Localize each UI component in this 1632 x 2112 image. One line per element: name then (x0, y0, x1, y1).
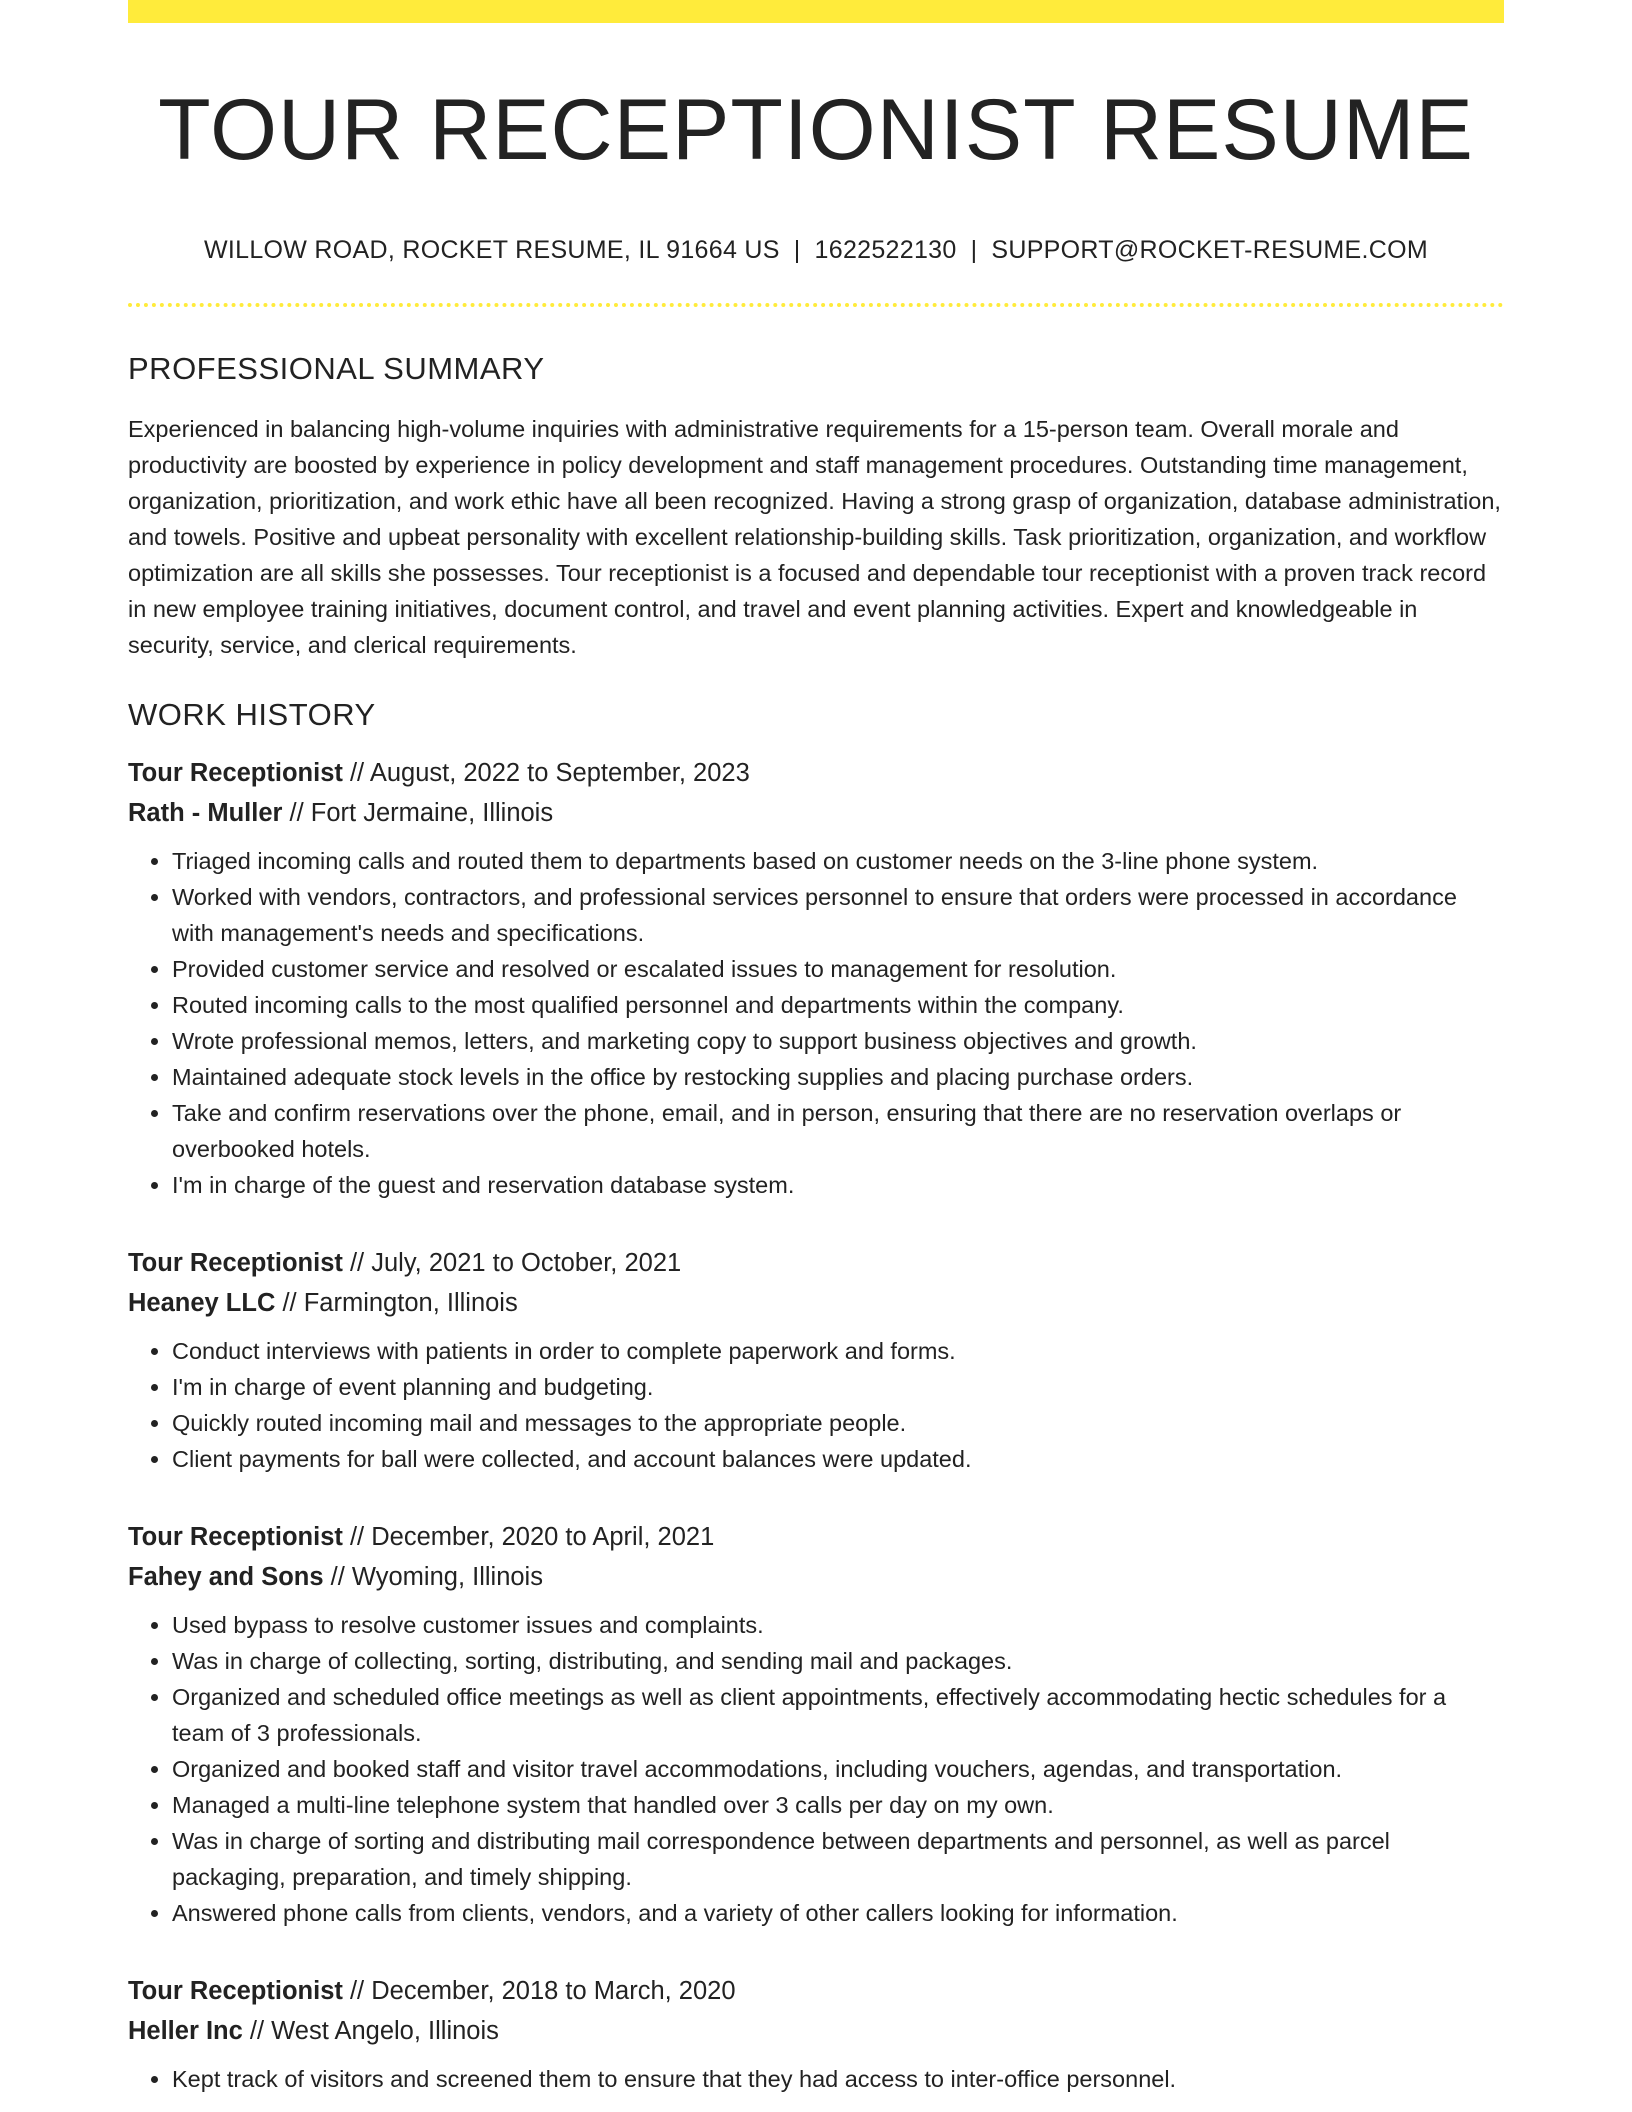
contact-separator: | (793, 235, 801, 264)
resume-page (128, 0, 1504, 2097)
job-company: Heller Inc (128, 2016, 243, 2045)
job-bullet-list (128, 2061, 1504, 2097)
job-entry (128, 1971, 1504, 2097)
job-bullet: • Organized and scheduled office meetings as well as client appointments, effectively accommodating hectic schedules for a team of 3 professionals. (172, 1679, 1504, 1751)
job-company-line (128, 2011, 1504, 2051)
job-bullet-list (128, 1607, 1504, 1931)
phone-text: 1622522130 (814, 235, 957, 264)
job-entry (128, 753, 1504, 1203)
job-entry (128, 1243, 1504, 1477)
job-dates: // August, 2022 to September, 2023 (349, 758, 750, 787)
address-text: WILLOW ROAD, ROCKET RESUME, IL 91664 US (203, 235, 780, 264)
job-bullet: • Kept track of visitors and screened them to ensure that they had access to inter-office personnel. (172, 2061, 1504, 2097)
resume-title: TOUR RECEPTIONIST RESUME (158, 82, 1474, 178)
job-bullet: • Organized and booked staff and visitor travel accommodations, including vouchers, agendas, and transportation. (172, 1751, 1504, 1787)
job-role: Tour Receptionist (128, 1976, 343, 2005)
job-bullet: • I'm in charge of event planning and budgeting. (172, 1369, 1504, 1405)
job-dates: // December, 2018 to March, 2020 (349, 1976, 736, 2005)
job-company-line (128, 1557, 1504, 1597)
job-company: Rath - Muller (128, 798, 283, 827)
job-dates: // December, 2020 to April, 2021 (349, 1522, 715, 1551)
job-location: // Farmington, Illinois (282, 1288, 518, 1317)
job-location: // Fort Jermaine, Illinois (289, 798, 554, 827)
job-role-line (128, 753, 1504, 793)
email-text: SUPPORT@ROCKET-RESUME.COM (991, 235, 1429, 264)
job-bullet: • Routed incoming calls to the most qualified personnel and departments within the company. (172, 987, 1504, 1023)
job-location: // West Angelo, Illinois (249, 2016, 499, 2045)
summary-paragraph: Experienced in balancing high-volume inquiries with administrative requirements for a 15-person team. Overall morale and productivity are boosted by experience in policy development and staff management procedures. Outstanding time management, organization, prioritization, and work ethic have all been recognized. Having a strong grasp of organization, database administration, and towels. Positive and upbeat personality with excellent relationship-building skills. Task prioritization, organization, and workflow optimization are all skills she possesses. Tour receptionist is a focused and dependable tour receptionist with a proven track record in new employee training initiatives, document control, and travel and event planning activities. Expert and knowledgeable in security, service, and clerical requirements. (128, 415, 1501, 658)
job-bullet: • Wrote professional memos, letters, and marketing copy to support business objectives and growth. (172, 1023, 1504, 1059)
job-company: Fahey and Sons (128, 1562, 324, 1591)
job-bullet: • I'm in charge of the guest and reservation database system. (172, 1167, 1504, 1203)
work-history-heading: WORK HISTORY (128, 696, 376, 732)
job-role-line (128, 1517, 1504, 1557)
job-bullet: • Was in charge of collecting, sorting, distributing, and sending mail and packages. (172, 1643, 1504, 1679)
top-accent-bar (128, 0, 1504, 23)
job-role: Tour Receptionist (128, 1248, 343, 1277)
job-bullet: • Managed a multi-line telephone system that handled over 3 calls per day on my own. (172, 1787, 1504, 1823)
job-role: Tour Receptionist (128, 1522, 343, 1551)
job-bullet: • Used bypass to resolve customer issues and complaints. (172, 1607, 1504, 1643)
job-role-line (128, 1971, 1504, 2011)
job-bullet: • Worked with vendors, contractors, and professional services personnel to ensure that orders were processed in accordance with management's needs and specifications. (172, 879, 1504, 951)
job-company: Heaney LLC (128, 1288, 276, 1317)
job-bullet-list (128, 1333, 1504, 1477)
job-bullet: • Take and confirm reservations over the phone, email, and in person, ensuring that there are no reservation overlaps or overbooked hotels. (172, 1095, 1504, 1167)
job-role: Tour Receptionist (128, 758, 343, 787)
job-bullet: • Answered phone calls from clients, vendors, and a variety of other callers looking for information. (172, 1895, 1504, 1931)
summary-heading: PROFESSIONAL SUMMARY (128, 350, 545, 386)
job-bullet: • Quickly routed incoming mail and messages to the appropriate people. (172, 1405, 1504, 1441)
job-role-line (128, 1243, 1504, 1283)
job-bullet-list (128, 843, 1504, 1203)
job-company-line (128, 793, 1504, 833)
job-bullet: • Maintained adequate stock levels in the office by restocking supplies and placing purchase orders. (172, 1059, 1504, 1095)
job-bullet: • Triaged incoming calls and routed them to departments based on customer needs on the 3-line phone system. (172, 843, 1504, 879)
job-entry (128, 1517, 1504, 1931)
job-location: // Wyoming, Illinois (330, 1562, 543, 1591)
job-bullet: • Conduct interviews with patients in order to complete paperwork and forms. (172, 1333, 1504, 1369)
job-bullet: • Was in charge of sorting and distributing mail correspondence between departments and personnel, as well as parcel packaging, preparation, and timely shipping. (172, 1823, 1504, 1895)
job-bullet: • Provided customer service and resolved or escalated issues to management for resolution. (172, 951, 1504, 987)
contact-separator: | (970, 235, 978, 264)
contact-line (128, 236, 1504, 265)
dotted-divider (128, 303, 1504, 307)
job-bullet: • Client payments for ball were collected, and account balances were updated. (172, 1441, 1504, 1477)
job-company-line (128, 1283, 1504, 1323)
job-dates: // July, 2021 to October, 2021 (349, 1248, 682, 1277)
